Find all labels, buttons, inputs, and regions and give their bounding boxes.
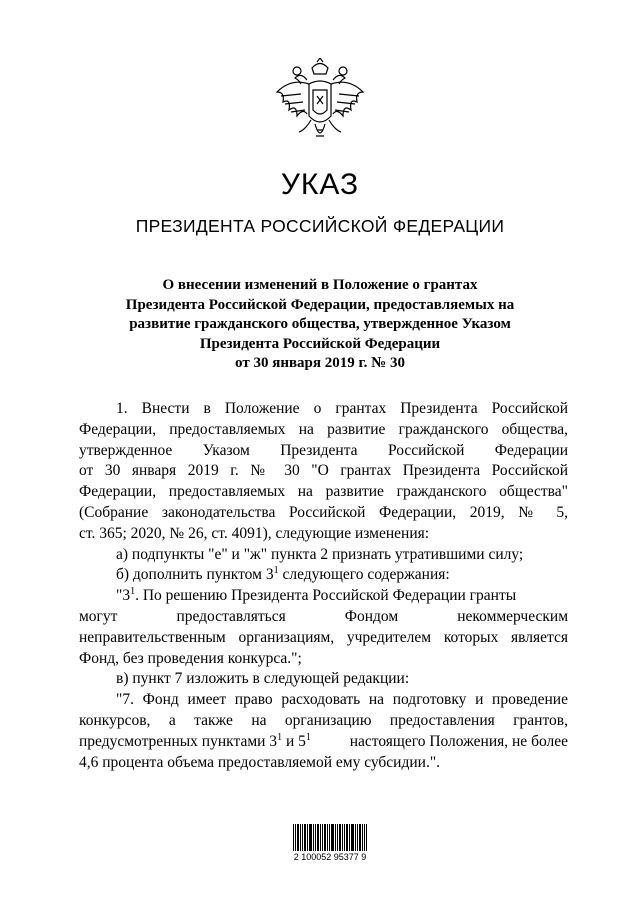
paragraph-1-line: от 30 января 2019 г. № 30 "О грантах Президента Российской (79, 462, 568, 480)
clause-7-line: 4,6 процента объема предоставляемой ему субсидии.". (79, 753, 441, 771)
clause-3-1-text: "3 (116, 587, 131, 605)
paragraph-1-line: ст. 365; 2020, № 26, ст. 4091), следующие изменения: (79, 524, 430, 542)
heading-line: Президента Российской Федерации (199, 335, 441, 352)
clause-7-text-a: предусмотренных пунктами 3 (79, 732, 278, 750)
decree-body (79, 399, 568, 773)
item-b-text: б) дополнить пунктом 3 (116, 566, 274, 584)
heading-line: О внесении изменений в Положение о грантах (162, 277, 478, 293)
clause-3-1-line: могут предоставляться Фондом некоммерческим (79, 607, 568, 625)
clause-3-1-line: Фонд, без проведения конкурса."; (79, 649, 302, 667)
clause-3-1-text-end: . По решению Президента Российской Федерации гранты (135, 587, 517, 605)
item-a: а) подпункты "е" и "ж" пункта 2 признать утратившими силу; (116, 545, 524, 563)
clause-7-superscript: 1 (277, 731, 283, 743)
clause-7-text-c: настоящего Положения, не более (349, 732, 568, 750)
clause-3-1-line (79, 586, 568, 607)
heading-line: развитие гражданского общества, утвержденное Указом (129, 316, 511, 332)
clause-7-line (79, 732, 568, 753)
barcode-bars-icon (293, 824, 367, 851)
paragraph-1-line: Федерации, предоставляемых на развитие гражданского общества" (79, 483, 568, 501)
clause-7-text (79, 732, 311, 753)
clause-3-1-superscript: 1 (130, 586, 136, 598)
paragraph-1-line: Федерации, предоставляемых на развитие гражданского общества, (79, 420, 568, 438)
heading-line: Президента Российской Федерации, предоставляемых на (125, 296, 515, 313)
paragraph-1-line: (Собрание законодательства Российской Федерации, 2019, № 5, (79, 503, 568, 521)
state-emblem-icon (271, 58, 369, 146)
clause-7-text-b: и 5 (282, 732, 306, 750)
item-b-text-end: следующего содержания: (278, 566, 450, 584)
item-b-superscript: 1 (273, 565, 279, 577)
clause-7-superscript: 1 (305, 731, 311, 743)
decree-title: УКАЗ (280, 168, 360, 201)
paragraph-1-line: 1. Внести в Положение о грантах Президента Российской (116, 400, 568, 417)
barcode (285, 818, 375, 862)
clause-3-1-line: неправительственным организациям, учредителем которых является (79, 628, 568, 646)
paragraph-1-line: утвержденное Указом Президента Российской Федерации (79, 441, 568, 459)
item-v: в) пункт 7 изложить в следующей редакции: (116, 670, 410, 688)
item-b (79, 565, 568, 586)
decree-heading (60, 276, 580, 374)
heading-line: от 30 января 2019 г. № 30 (235, 355, 405, 371)
clause-7-line: конкурсов, а также на организацию предоставления грантов, (79, 711, 568, 729)
clause-7-line: "7. Фонд имеет право расходовать на подготовку и проведение (116, 691, 568, 709)
decree-subtitle: ПРЕЗИДЕНТА РОССИЙСКОЙ ФЕДЕРАЦИИ (135, 216, 505, 236)
barcode-number: 2 100052 95377 9 (293, 852, 367, 862)
